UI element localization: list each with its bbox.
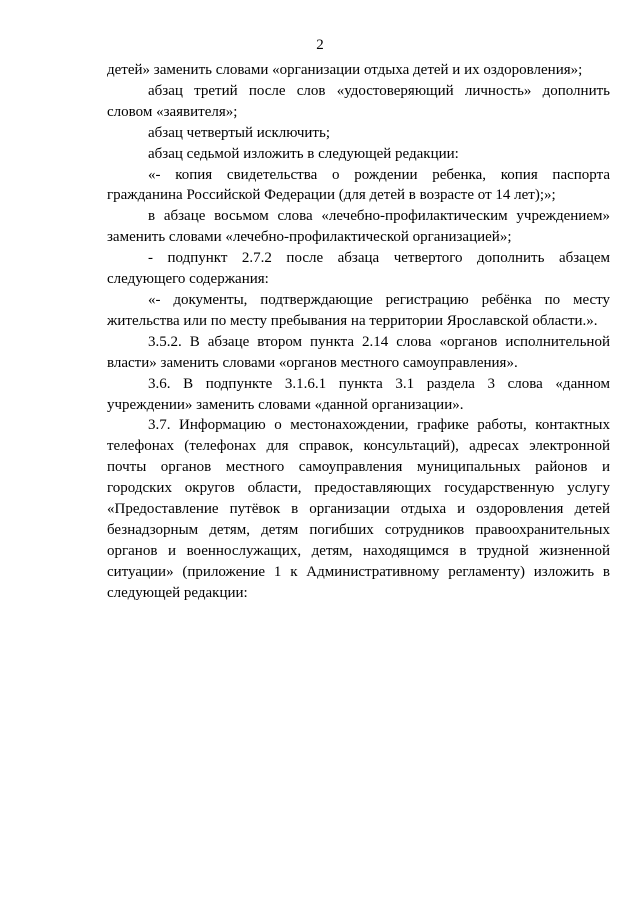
paragraph-continuation: детей» заменить словами «организации отдыха детей и их оздоровления»; bbox=[107, 62, 583, 78]
paragraph: абзац третий после слов «удостоверяющий личность» дополнить словом «заявителя»; bbox=[107, 82, 610, 120]
page-number: 2 bbox=[316, 37, 324, 53]
paragraph: 3.5.2. В абзаце втором пункта 2.14 слова «органов исполнительной власти» заменить словами «органов местного самоуправления». bbox=[107, 333, 610, 371]
paragraph: «- документы, подтверждающие регистрацию ребёнка по месту жительства или по месту пребывания на территории Ярославской области.». bbox=[107, 291, 610, 329]
paragraph: 3.7. Информацию о местонахождении, графике работы, контактных телефонах (телефонах для справок, консультаций), адресах электронной почты органов местного самоуправления муниципальных районов и городских округов области, предоставляющих государственную услугу «Предоставление путёвок в организации отдыха и оздоровления детей безнадзорным детям, детям погибших сотрудников правоохранительных органов и военнослужащих, детям, находящимся в трудной жизненной ситуации» (приложение 1 к Административному регламенту) изложить в следующей редакции: bbox=[107, 417, 610, 601]
paragraph: 3.6. В подпункте 3.1.6.1 пункта 3.1 раздела 3 слова «данном учреждении» заменить словами «данной организации». bbox=[107, 375, 610, 413]
paragraph: абзац четвертый исключить; bbox=[148, 124, 330, 141]
document-body bbox=[107, 60, 610, 604]
paragraph: - подпункт 2.7.2 после абзаца четвертого дополнить абзацем следующего содержания: bbox=[107, 250, 610, 288]
paragraph: абзац седьмой изложить в следующей редакции: bbox=[148, 145, 459, 162]
paragraph: в абзаце восьмом слова «лечебно-профилактическим учреждением» заменить словами «лечебно-профилактической организацией»; bbox=[107, 208, 610, 246]
paragraph: «- копия свидетельства о рождении ребенка, копия паспорта гражданина Российской Федерации (для детей в возрасте от 14 лет);»; bbox=[107, 166, 610, 204]
